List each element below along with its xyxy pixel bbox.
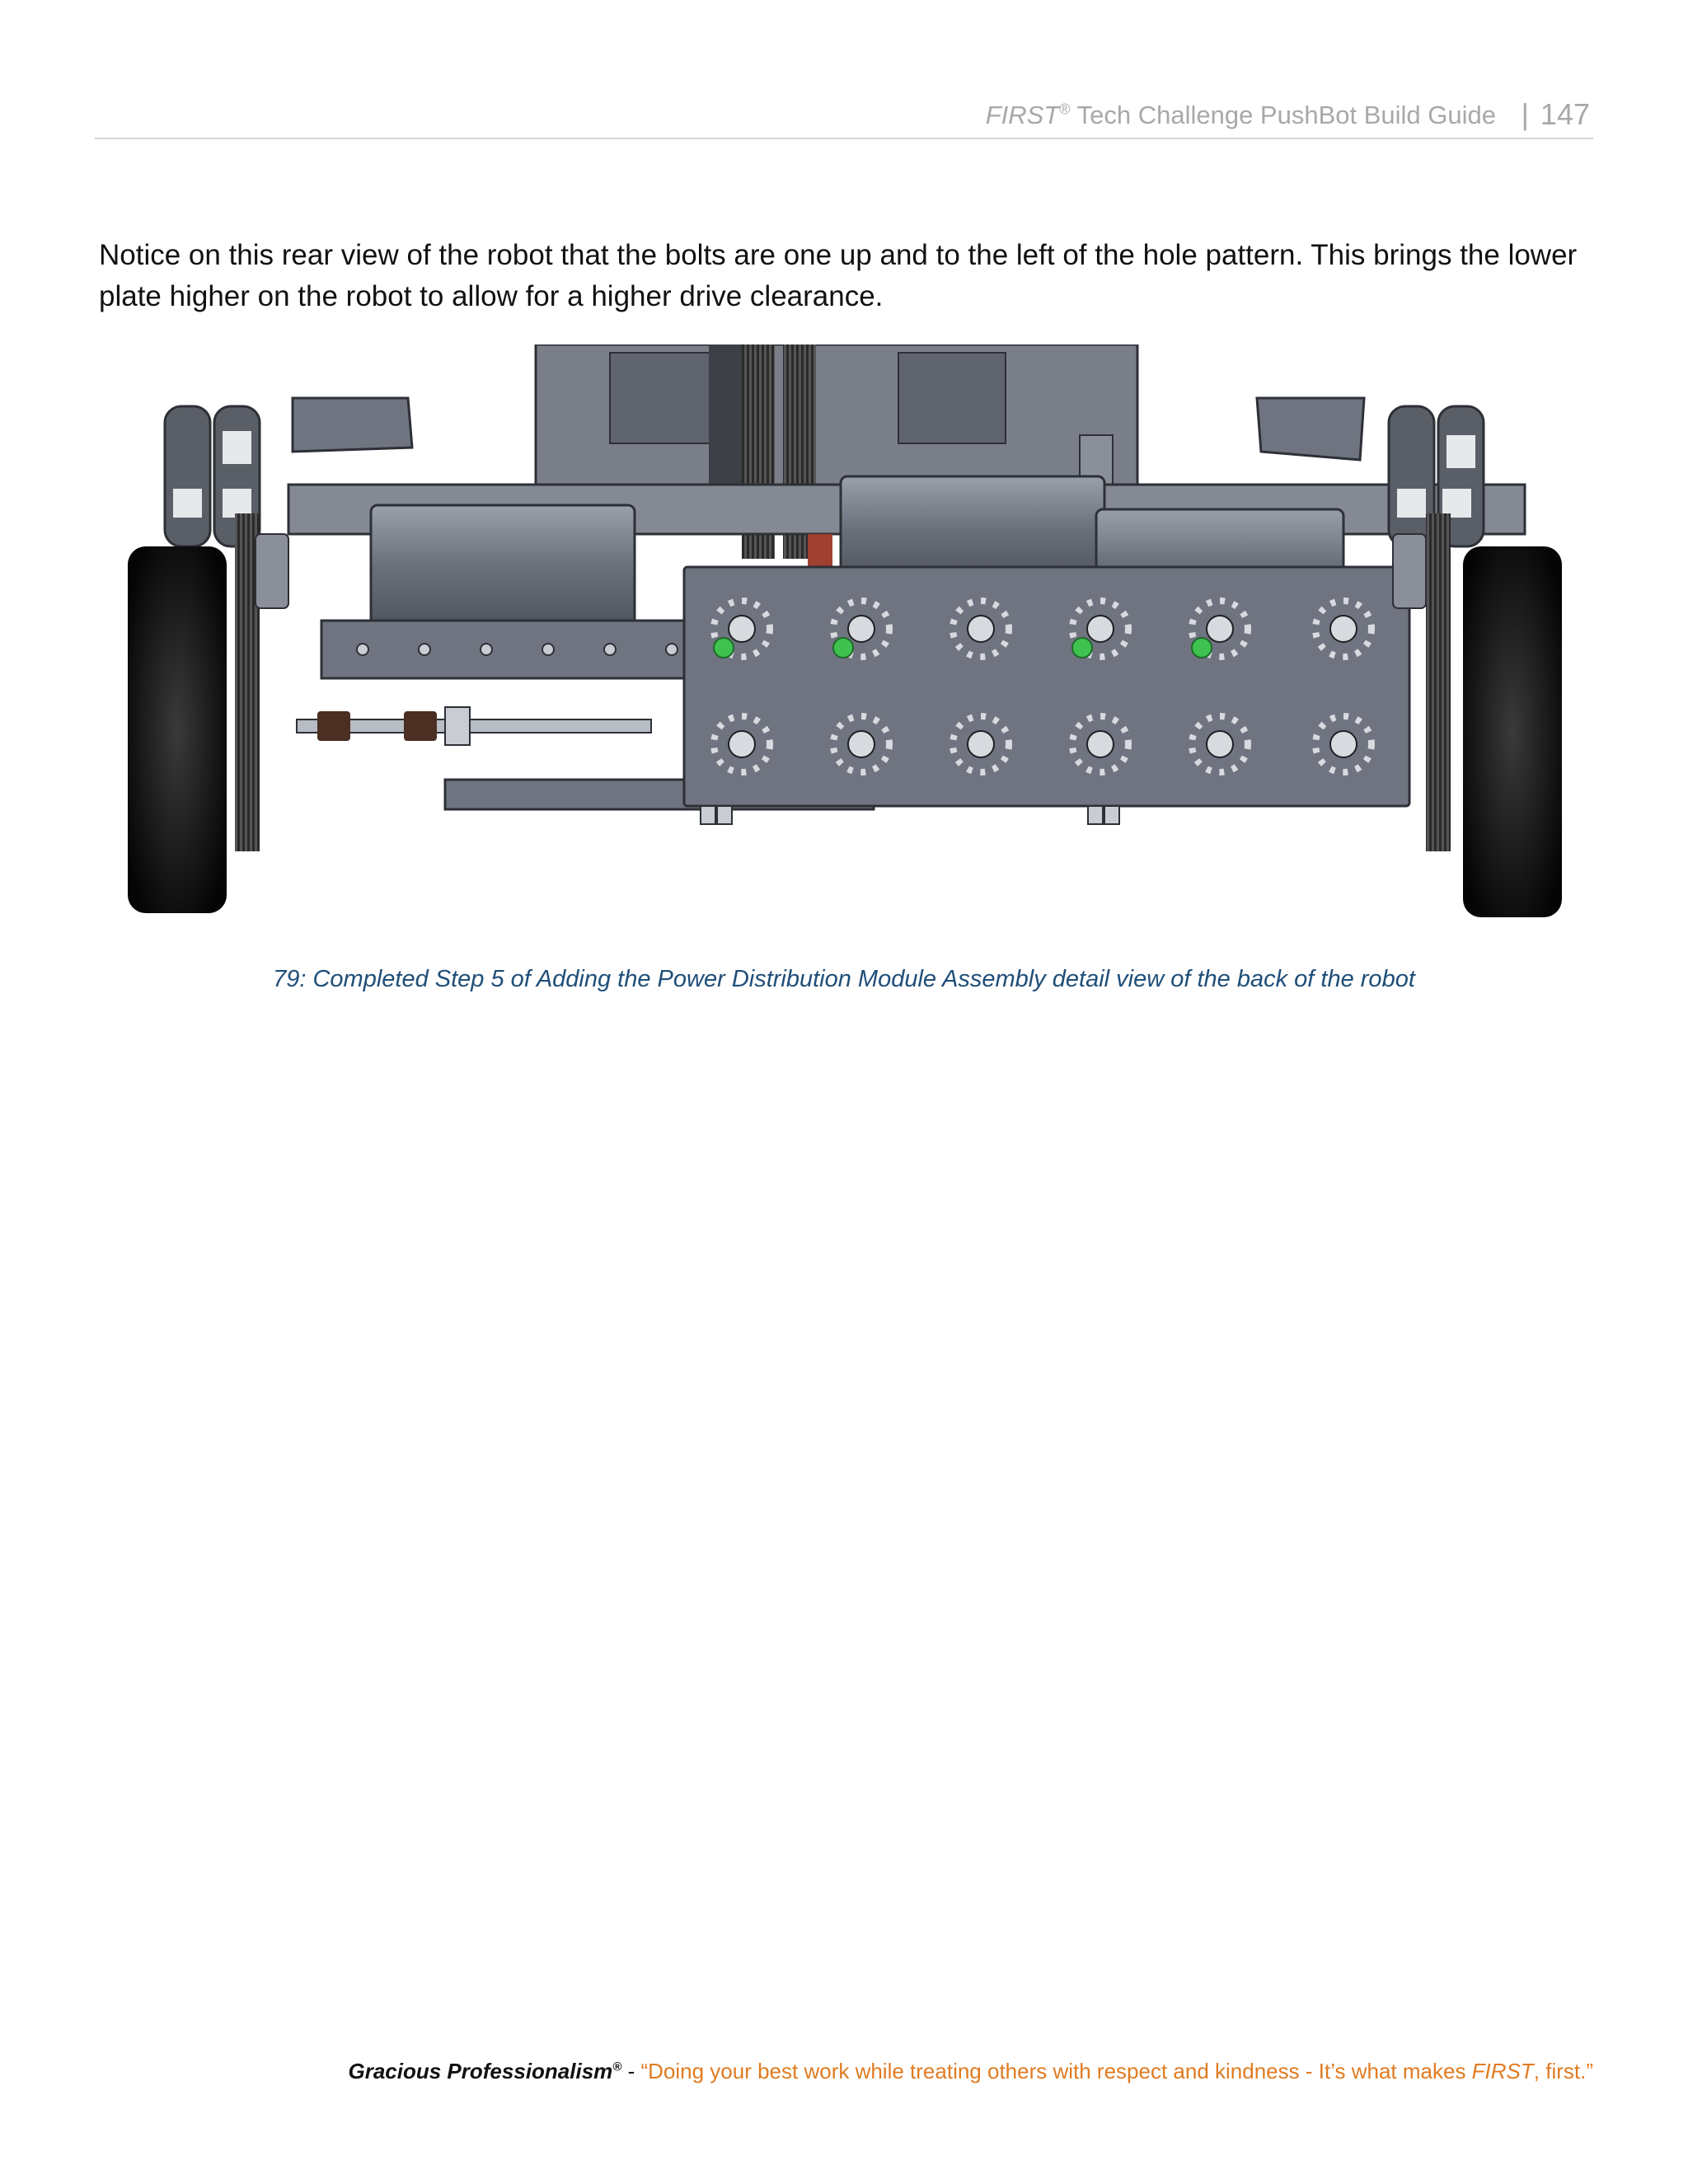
footer-dash: -	[621, 2059, 641, 2083]
page-footer	[349, 2059, 1594, 2084]
header-title: FIRST® Tech Challenge PushBot Build Guide	[985, 101, 1496, 129]
page-header	[95, 92, 1593, 139]
robot-rear-view-illustration	[124, 344, 1566, 921]
figure-caption: 79: Completed Step 5 of Adding the Power Distribution Module Assembly detail view of the back of the robot	[273, 966, 1415, 992]
footer-gp-label: Gracious Professionalism®	[348, 2059, 622, 2083]
header-separator: |	[1521, 97, 1529, 131]
body-paragraph: Notice on this rear view of the robot that the bolts are one up and to the left of the hole pattern. This brings the lower plate higher on the robot to allow for a higher drive clearance.	[99, 239, 1578, 312]
page-number: 147	[1540, 97, 1590, 131]
footer-quote: “Doing your best work while treating others with respect and kindness - It’s what makes FIRST, first.”	[640, 2059, 1593, 2083]
robot-rear-view-figure	[124, 344, 1566, 921]
